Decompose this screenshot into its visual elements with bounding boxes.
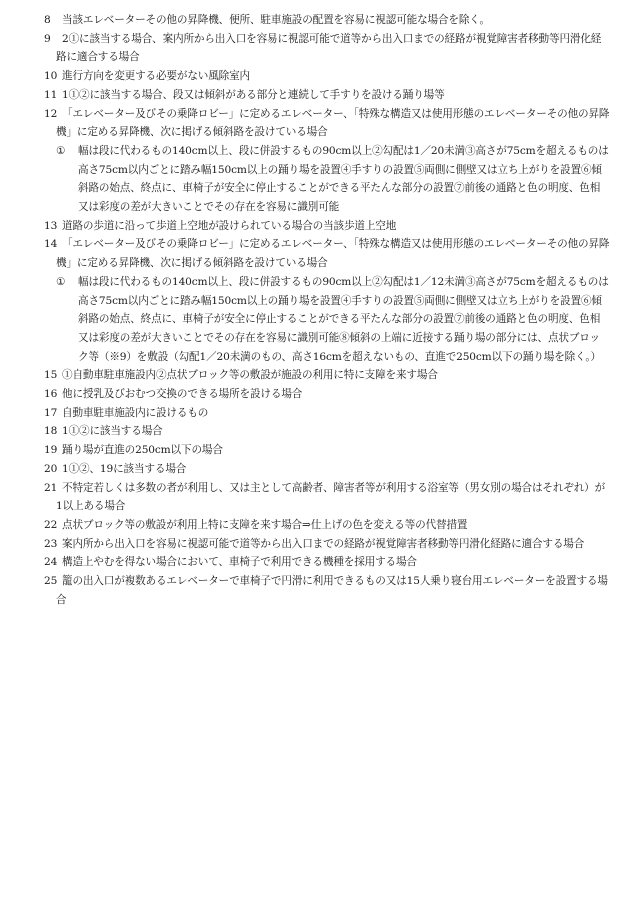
note-item [44,479,610,516]
note-number: 17 [44,406,58,419]
note-item [44,572,610,609]
subitem-number: ① [56,144,66,157]
note-text: 不特定若しくは多数の者が利用し、又は主として高齢者、障害者等が利用する浴室等（男女別の場合はそれぞれ）が1以上ある場合 [56,481,606,513]
note-text: 踊り場が直進の250cm以下の場合 [62,444,223,457]
note-text: 点状ブロック等の敷設が利用上特に支障を来す場合⇒仕上げの色を変える等の代替措置 [62,518,468,531]
note-text: 他に授乳及びおむつ交換のできる場所を設ける場合 [62,388,303,401]
note-number: 8 [44,14,51,26]
note-item [44,441,610,460]
note-number: 15 [44,369,58,382]
subitem-text: 幅は段に代わるもの140cm以上、段に併設するもの90cm以上②勾配は1／12未満③高さが75cmを超えるものは高さ75cm以内ごとに踏み幅150cm以上の踊り場を設置④手すりの設置⑤両側に側壁又は立ち上がりを設置⑥傾斜路の始点、終点に、車椅子が安全に停止することができる平たんな部分の設置⑦前後の通路と色の明度、色相又は彩度の差が大きいことでその存在を容易に識別可能⑧傾斜の上端に近接する踊り場の部分には、点状ブロック等（※9）を敷設（勾配1／20未満のもの、高さ16cmを超えないもの、直進で250cm以下の踊り場を除く。） [78,275,609,363]
note-item [44,553,610,572]
note-item [44,535,610,554]
note-number: 9 [44,32,51,45]
note-text: 1①②に該当する場合、段又は傾斜がある部分と連続して手すりを設ける踊り場等 [62,88,445,101]
note-number: 20 [44,462,58,475]
note-item [44,422,610,441]
note-text: 構造上やむを得ない場合において、車椅子で利用できる機種を採用する場合 [62,556,417,569]
note-item [44,385,610,404]
note-text: 「エレベーター及びその乗降ロビー」に定めるエレベーター、「特殊な構造又は使用形態のエレベーターその他の昇降機」に定める昇降機、次に掲げる傾斜路を設けている場合 [56,107,610,139]
note-item [44,217,610,236]
note-number: 23 [44,537,58,550]
note-number: 19 [44,444,58,457]
note-text: 案内所から出入口を容易に視認可能で道等から出入口までの経路が視覚障害者移動等円滑化経路に適合する場合 [62,537,585,550]
note-text: 当該エレベーターその他の昇降機、便所、駐車施設の配置を容易に視認可能な場合を除く。 [62,14,490,26]
note-text: 「エレベーター及びその乗降ロビー」に定めるエレベーター、「特殊な構造又は使用形態のエレベーターその他の昇降機」に定める昇降機、次に掲げる傾斜路を設けている場合 [56,238,610,270]
note-number: 10 [44,70,58,83]
note-text: 自動車駐車施設内に設けるもの [62,406,209,419]
note-text: 2①に該当する場合、案内所から出入口を容易に視認可能で道等から出入口までの経路が視覚障害者移動等円滑化経路に適合する場合 [56,32,602,64]
note-text: 進行方向を変更する必要がない風除室内 [62,70,250,83]
note-subitem [44,142,610,217]
note-item [44,460,610,479]
note-item [44,30,610,67]
note-number: 14 [44,238,58,251]
note-item [44,67,610,86]
note-subitem [44,273,610,367]
note-number: 25 [44,575,58,588]
note-item [44,404,610,423]
note-number: 21 [44,481,58,494]
note-number: 22 [44,518,58,531]
note-item [44,516,610,535]
note-item [44,235,610,272]
note-number: 13 [44,219,58,232]
note-number: 16 [44,388,58,401]
note-number: 11 [44,88,58,101]
note-text: 道路の歩道に沿って歩道上空地が設けられている場合の当該歩道上空地 [62,219,397,232]
subitem-number: ① [56,275,66,288]
note-text: 籠の出入口が複数あるエレベーターで車椅子で円滑に利用できるもの又は15人乗り寝台用エレベーターを設置する場合 [56,575,608,606]
note-item [44,11,610,30]
note-text: 1①②、19に該当する場合 [62,462,187,475]
subitem-text: 幅は段に代わるもの140cm以上、段に併設するもの90cm以上②勾配は1／20未満③高さが75cmを超えるものは高さ75cm以内ごとに踏み幅150cm以上の踊り場を設置④手すりの設置⑤両側に側壁又は立ち上がりを設置⑥傾斜路の始点、終点に、車椅子が安全に停止することができる平たんな部分の設置⑦前後の通路と色の明度、色相又は彩度の差が大きいことでその存在を容易に識別可能 [78,144,609,214]
note-text: 1①②に該当する場合 [62,425,163,438]
note-item [44,366,610,385]
note-item [44,86,610,105]
note-item [44,105,610,142]
note-number: 18 [44,425,58,438]
note-number: 24 [44,556,58,569]
note-text: ①自動車駐車施設内②点状ブロック等の敷設が施設の利用に特に支障を来す場合 [62,369,438,382]
note-number: 12 [44,107,58,120]
